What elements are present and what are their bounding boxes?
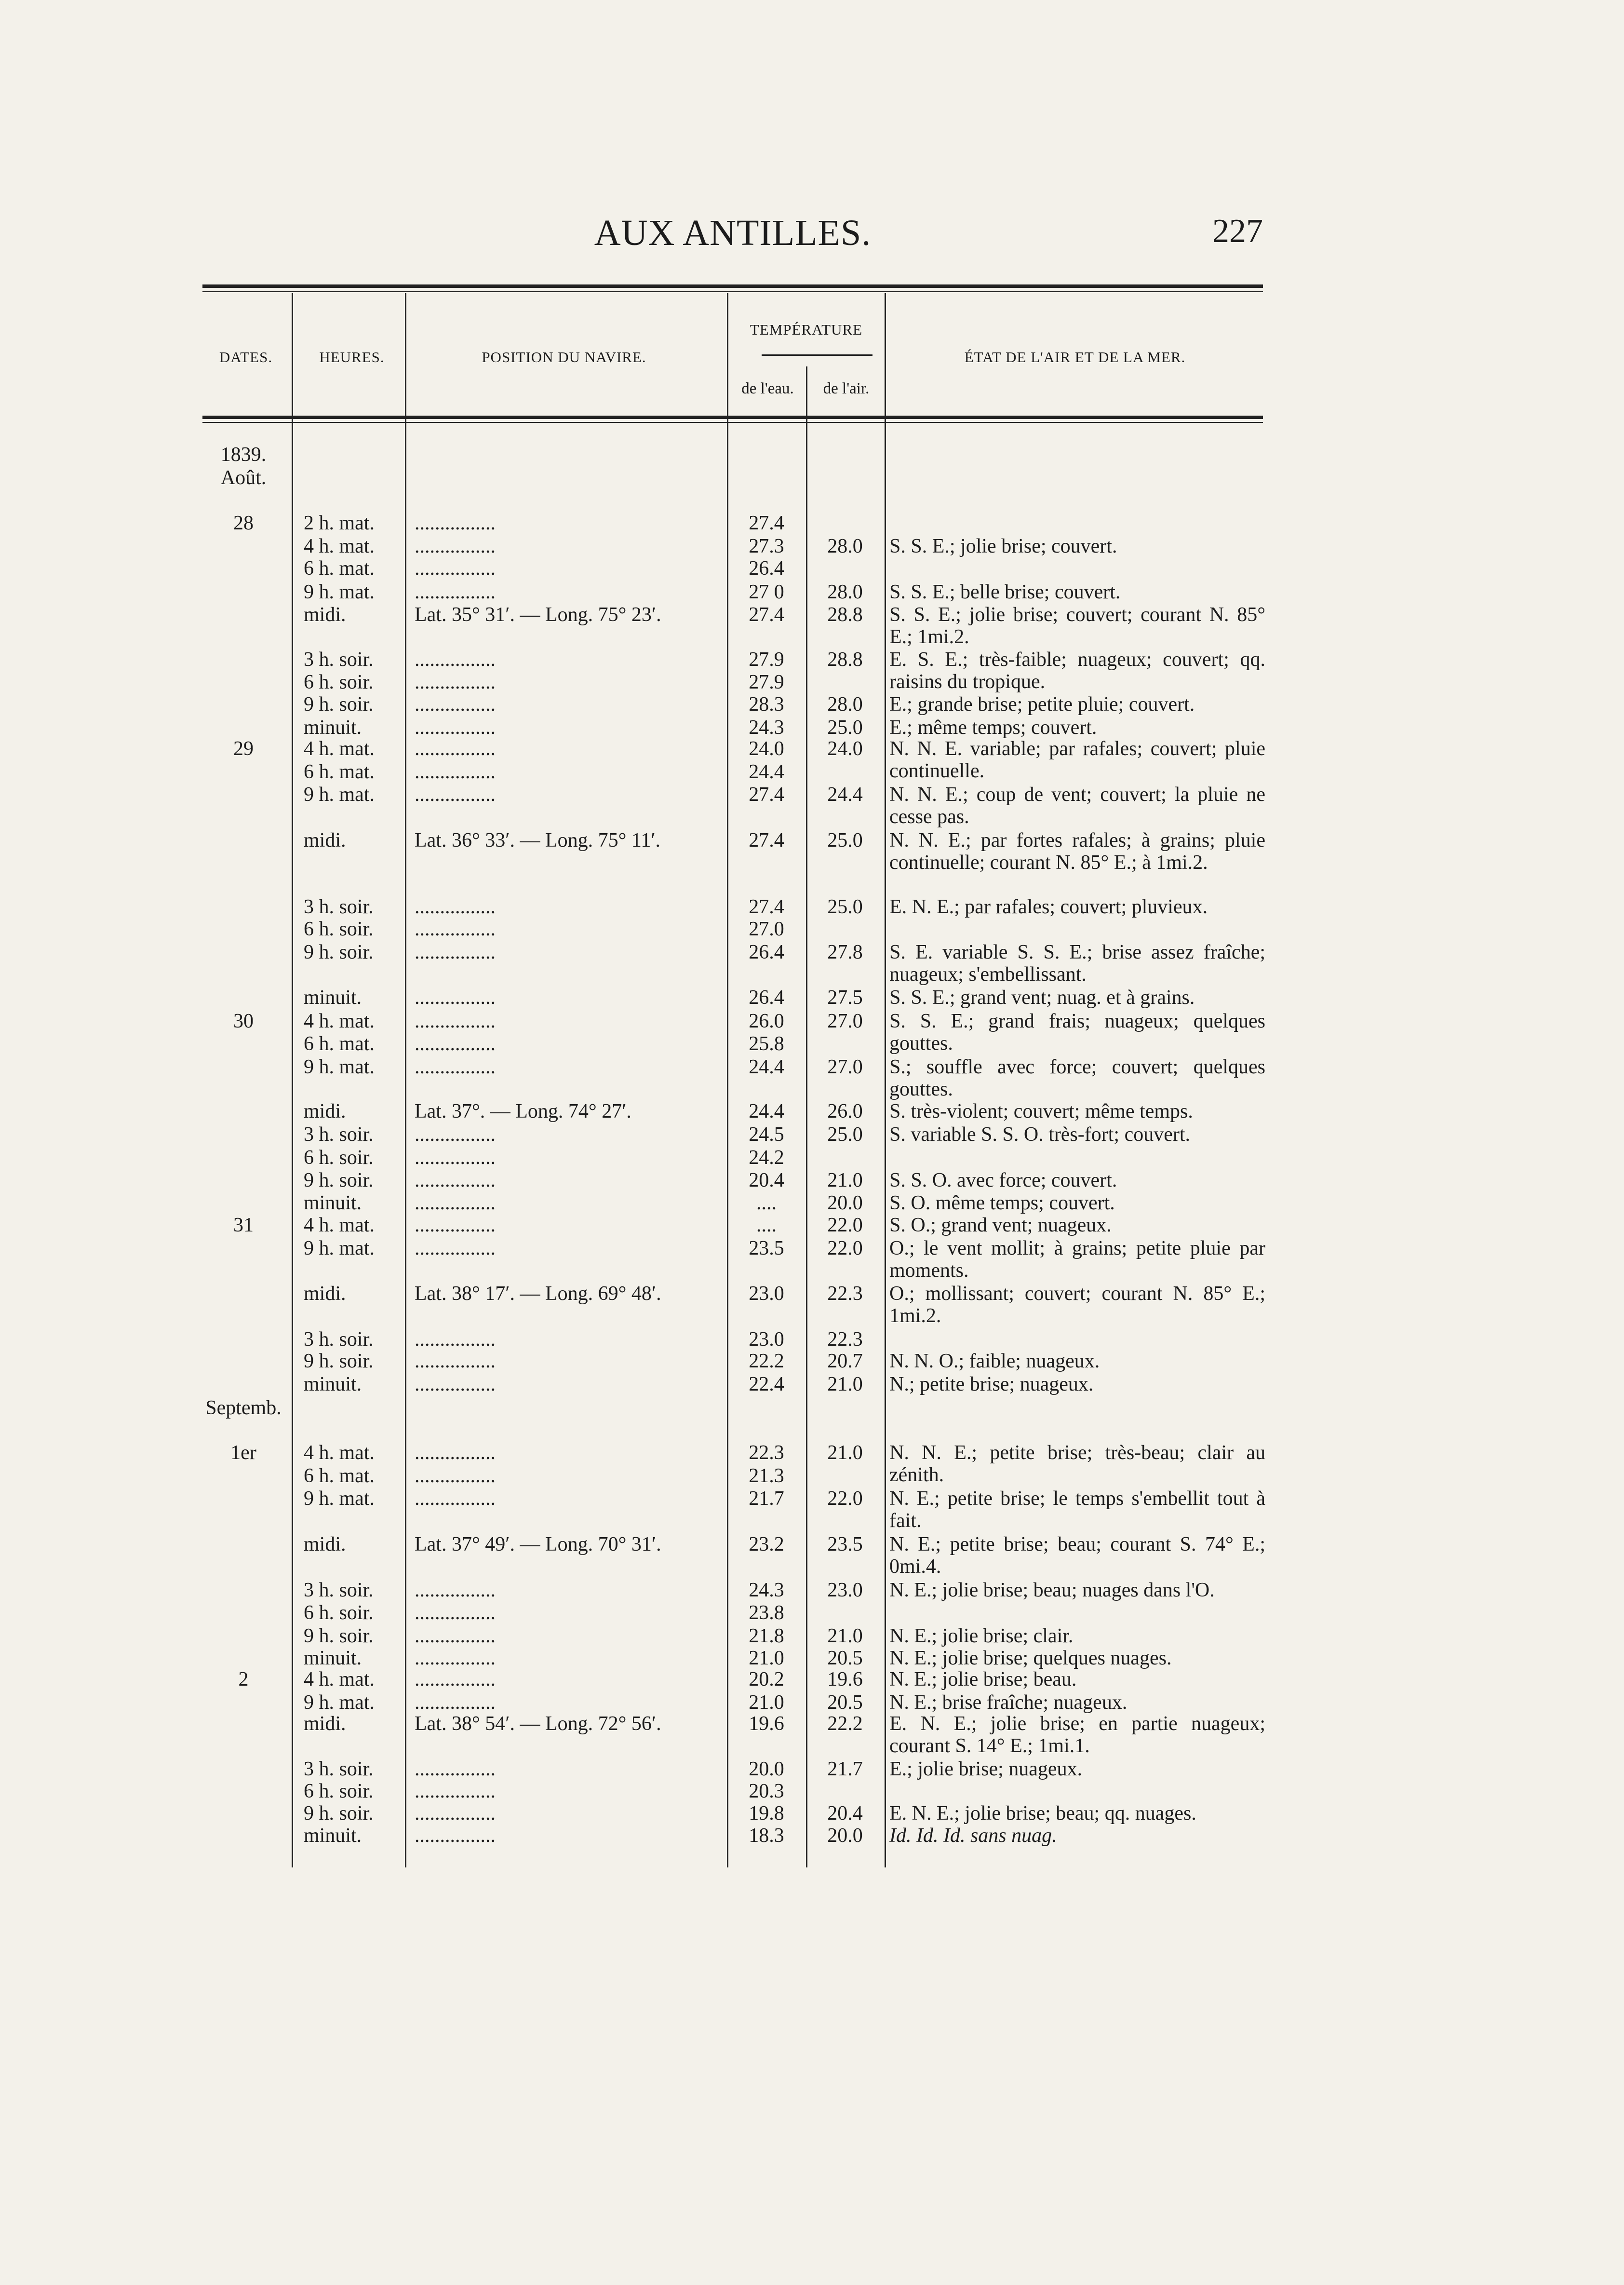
cell-etat: S. E. variable S. S. E.; brise assez fraîche; nuageux; s'embellissant. [889,941,1265,986]
cell-hour: 9 h. mat. [304,1237,375,1259]
cell-pos: Lat. 37° 49′. — Long. 70° 31′. [415,1533,661,1555]
cell-eau: 23.8 [749,1602,784,1624]
cell-pos: ................ [415,761,496,783]
cell-hour: 3 h. soir. [304,896,374,918]
cell-eau: 27.4 [749,784,784,806]
cell-eau: 20.2 [749,1668,784,1690]
cell-hour: 6 h. mat. [304,1465,375,1487]
cell-eau: 21.7 [749,1487,784,1510]
cell-etat: S. S. E.; grand vent; nuag. et à grains. [889,987,1195,1009]
cell-eau: 26.4 [749,941,784,963]
cell-etat: S. O. même temps; couvert. [889,1192,1115,1214]
cell-eau: 27.3 [749,535,784,557]
cell-date: 2 [238,1668,249,1690]
cell-eau: 20.4 [749,1169,784,1191]
cell-hour: minuit. [304,1192,362,1214]
cell-pos: ................ [415,1802,496,1825]
cell-eau: 19.8 [749,1802,784,1825]
cell-etat: N. E.; jolie brise; clair. [889,1625,1074,1647]
cell-air: 22.2 [827,1713,863,1735]
cell-hour: midi. [304,1283,346,1305]
cell-etat: S. S. O. avec force; couvert. [889,1169,1117,1191]
cell-pos: ................ [415,649,496,671]
cell-air: 20.0 [827,1192,863,1214]
cell-pos: ................ [415,535,496,557]
page-header [202,212,1263,265]
cell-pos: ................ [415,717,496,739]
cell-hour: 6 h. soir. [304,671,374,693]
cell-eau: 24.0 [749,738,784,760]
cell-air: 20.7 [827,1350,863,1372]
cell-pos: ................ [415,1350,496,1372]
cell-air: 24.0 [827,738,863,760]
cell-date: 31 [233,1214,254,1236]
cell-etat: S. S. E.; jolie brise; couvert. [889,535,1117,557]
cell-eau: 24.2 [749,1147,784,1169]
cell-eau: 27.9 [749,649,784,671]
cell-date: 29 [233,738,254,760]
cell-air: 19.6 [827,1668,863,1690]
cell-date: 1839. [220,444,267,466]
cell-hour: 9 h. soir. [304,693,374,716]
cell-eau: 19.6 [749,1713,784,1735]
cell-hour: 6 h. soir. [304,1147,374,1169]
header-rule-thin [202,422,1263,423]
cell-hour: 6 h. soir. [304,918,374,940]
cell-pos: ................ [415,1668,496,1690]
cell-pos: ................ [415,941,496,963]
cell-hour: 9 h. mat. [304,1487,375,1510]
cell-air: 20.0 [827,1825,863,1847]
cell-hour: 6 h. mat. [304,557,375,580]
cell-etat: S. S. E.; jolie brise; couvert; courant N. 85° E.; 1mi.2. [889,604,1265,648]
temperature-brace [762,354,872,356]
cell-eau: .... [756,1192,777,1214]
cell-hour: minuit. [304,1373,362,1395]
cell-pos: ................ [415,1758,496,1780]
header-heures: HEURES. [319,349,385,365]
cell-eau: 21.8 [749,1625,784,1647]
cell-eau: 27.4 [749,604,784,626]
cell-hour: 4 h. mat. [304,1668,375,1690]
cell-pos: ................ [415,1237,496,1259]
cell-pos: ................ [415,1214,496,1236]
cell-hour: 4 h. mat. [304,1010,375,1032]
cell-pos: Lat. 37°. — Long. 74° 27′. [415,1100,631,1122]
cell-pos: ................ [415,1169,496,1191]
cell-eau: 27.9 [749,671,784,693]
cell-air: 25.0 [827,1123,863,1146]
cell-pos: ................ [415,1328,496,1351]
cell-etat: N. N. E.; coup de vent; couvert; la pluie ne cesse pas. [889,784,1265,828]
top-rule-thick [202,284,1263,288]
column-divider [405,293,406,1867]
cell-etat: S. S. E.; belle brise; couvert. [889,581,1121,603]
cell-pos: ................ [415,1625,496,1647]
cell-eau: 26.4 [749,987,784,1009]
cell-eau: 21.0 [749,1691,784,1714]
cell-hour: 4 h. mat. [304,535,375,557]
cell-air: 22.3 [827,1283,863,1305]
cell-pos: ................ [415,918,496,940]
cell-eau: 26.0 [749,1010,784,1032]
cell-hour: 4 h. mat. [304,1442,375,1464]
cell-etat: N. E.; jolie brise; quelques nuages. [889,1647,1172,1669]
cell-hour: 9 h. mat. [304,1691,375,1714]
cell-date: 1er [230,1442,256,1464]
cell-air: 21.0 [827,1373,863,1395]
cell-hour: 6 h. mat. [304,761,375,783]
cell-etat: O.; mollissant; couvert; courant N. 85° E.; 1mi.2. [889,1283,1265,1327]
cell-etat: E. S. E.; très-faible; nuageux; couvert; qq. raisins du tropique. [889,649,1265,693]
cell-pos: ................ [415,1123,496,1146]
cell-eau: .... [756,1214,777,1236]
cell-eau: 28.3 [749,693,784,716]
cell-hour: midi. [304,829,346,852]
cell-etat: N. E.; petite brise; beau; courant S. 74° E.; 0mi.4. [889,1533,1265,1578]
cell-air: 22.0 [827,1487,863,1510]
cell-etat: N. E.; brise fraîche; nuageux. [889,1691,1127,1714]
cell-etat: N. E.; petite brise; le temps s'embellit tout à fait. [889,1487,1265,1532]
header-dates: DATES. [219,349,273,365]
cell-air: 27.5 [827,987,863,1009]
cell-pos: ................ [415,1033,496,1055]
cell-air: 20.5 [827,1691,863,1714]
cell-pos: Lat. 35° 31′. — Long. 75° 23′. [415,604,661,626]
cell-pos: ................ [415,1010,496,1032]
cell-hour: 9 h. mat. [304,581,375,603]
cell-hour: midi. [304,604,346,626]
cell-etat: N. N. O.; faible; nuageux. [889,1350,1100,1372]
cell-eau: 23.0 [749,1283,784,1305]
column-divider [885,293,886,1867]
cell-air: 27.0 [827,1056,863,1078]
cell-pos: Lat. 38° 17′. — Long. 69° 48′. [415,1283,661,1305]
cell-etat: N. N. E.; par fortes rafales; à grains; pluie continuelle; courant N. 85° E.; à 1mi.2. [889,829,1265,874]
cell-air: 28.8 [827,649,863,671]
cell-eau: 20.3 [749,1780,784,1802]
cell-pos: ................ [415,896,496,918]
cell-hour: 6 h. soir. [304,1780,374,1802]
cell-hour: 3 h. soir. [304,1758,374,1780]
cell-hour: 3 h. soir. [304,1123,374,1146]
cell-eau: 22.3 [749,1442,784,1464]
cell-air: 21.0 [827,1169,863,1191]
cell-hour: 2 h. mat. [304,512,375,534]
cell-air: 21.7 [827,1758,863,1780]
header-etat: ÉTAT DE L'AIR ET DE LA MER. [964,349,1186,365]
cell-air: 21.0 [827,1442,863,1464]
cell-eau: 27.0 [749,918,784,940]
cell-pos: Lat. 36° 33′. — Long. 75° 11′. [415,829,661,852]
cell-pos: ................ [415,1825,496,1847]
cell-pos: ................ [415,1147,496,1169]
cell-etat: N. E.; jolie brise; beau. [889,1668,1077,1690]
cell-eau: 27.4 [749,512,784,534]
cell-etat: E.; grande brise; petite pluie; couvert. [889,693,1195,716]
cell-pos: ................ [415,512,496,534]
cell-eau: 22.2 [749,1350,784,1372]
page-number: 227 [1212,213,1263,250]
cell-hour: minuit. [304,1647,362,1669]
cell-eau: 21.3 [749,1465,784,1487]
cell-pos: ................ [415,693,496,716]
cell-etat: N. N. E.; petite brise; très-beau; clair au zénith. [889,1442,1265,1486]
cell-etat: O.; le vent mollit; à grains; petite pluie par moments. [889,1237,1265,1282]
cell-eau: 23.5 [749,1237,784,1259]
cell-pos: ................ [415,1487,496,1510]
cell-hour: 9 h. soir. [304,1169,374,1191]
header-position: POSITION DU NAVIRE. [482,349,646,365]
cell-hour: 6 h. soir. [304,1602,374,1624]
cell-eau: 24.4 [749,761,784,783]
cell-pos: ................ [415,1192,496,1214]
cell-pos: ................ [415,1780,496,1802]
cell-air: 20.5 [827,1647,863,1669]
cell-eau: 24.4 [749,1056,784,1078]
cell-date: Septemb. [205,1397,282,1419]
cell-etat: E. N. E.; par rafales; couvert; pluvieux. [889,896,1208,918]
cell-air: 27.0 [827,1010,863,1032]
cell-etat: S. variable S. S. O. très-fort; couvert. [889,1123,1191,1146]
cell-pos: ................ [415,784,496,806]
cell-etat: E. N. E.; jolie brise; en partie nuageux; courant S. 14° E.; 1mi.1. [889,1713,1265,1757]
cell-etat: N. N. E. variable; par rafales; couvert; pluie continuelle. [889,738,1265,782]
cell-air: 28.0 [827,535,863,557]
cell-air: 22.0 [827,1237,863,1259]
cell-etat: E.; même temps; couvert. [889,717,1097,739]
cell-air: 22.0 [827,1214,863,1236]
cell-eau: 23.2 [749,1533,784,1555]
cell-air: 25.0 [827,896,863,918]
cell-pos: ................ [415,557,496,580]
cell-hour: 6 h. mat. [304,1033,375,1055]
cell-air: 26.0 [827,1100,863,1122]
cell-hour: 3 h. soir. [304,1579,374,1601]
cell-pos: ................ [415,1647,496,1669]
cell-etat: S.; souffle avec force; couvert; quelques gouttes. [889,1056,1265,1100]
cell-etat: E. N. E.; jolie brise; beau; qq. nuages. [889,1802,1196,1825]
cell-etat: Id. Id. Id. sans nuag. [889,1825,1057,1847]
cell-air: 28.0 [827,581,863,603]
cell-air: 28.8 [827,604,863,626]
cell-air: 22.3 [827,1328,863,1351]
cell-eau: 27.4 [749,829,784,852]
cell-eau: 22.4 [749,1373,784,1395]
cell-pos: ................ [415,671,496,693]
cell-eau: 26.4 [749,557,784,580]
cell-eau: 20.0 [749,1758,784,1780]
cell-hour: 9 h. soir. [304,941,374,963]
cell-hour: 3 h. soir. [304,1328,374,1351]
top-rule-thin [202,291,1263,292]
cell-etat: S. O.; grand vent; nuageux. [889,1214,1112,1236]
cell-hour: midi. [304,1533,346,1555]
cell-hour: 9 h. soir. [304,1802,374,1825]
cell-air: 27.8 [827,941,863,963]
cell-eau: 24.4 [749,1100,784,1122]
cell-air: 23.0 [827,1579,863,1601]
cell-pos: ................ [415,1465,496,1487]
cell-eau: 23.0 [749,1328,784,1351]
cell-hour: minuit. [304,987,362,1009]
cell-eau: 21.0 [749,1647,784,1669]
cell-eau: 25.8 [749,1033,784,1055]
cell-date: Août. [220,467,267,489]
cell-hour: 9 h. mat. [304,1056,375,1078]
cell-eau: 27 0 [749,581,784,603]
running-title: AUX ANTILLES. [594,213,872,253]
cell-air: 28.0 [827,693,863,716]
cell-date: 30 [233,1010,254,1032]
cell-pos: ................ [415,1602,496,1624]
header-eau: de l'eau. [741,380,794,397]
cell-etat: S. très-violent; couvert; même temps. [889,1100,1193,1122]
cell-etat: S. S. E.; grand frais; nuageux; quelques gouttes. [889,1010,1265,1055]
cell-air: 21.0 [827,1625,863,1647]
cell-pos: ................ [415,987,496,1009]
header-rule-thick [202,416,1263,419]
cell-hour: 4 h. mat. [304,738,375,760]
cell-hour: midi. [304,1713,346,1735]
cell-pos: ................ [415,1579,496,1601]
column-divider [806,366,807,1867]
cell-air: 20.4 [827,1802,863,1825]
cell-hour: 9 h. soir. [304,1350,374,1372]
header-air: de l'air. [823,380,870,397]
header-temperature: TEMPÉRATURE [750,321,863,338]
cell-eau: 18.3 [749,1825,784,1847]
cell-hour: minuit. [304,1825,362,1847]
cell-eau: 27.4 [749,896,784,918]
cell-air: 25.0 [827,829,863,852]
cell-hour: 3 h. soir. [304,649,374,671]
cell-eau: 24.5 [749,1123,784,1146]
cell-air: 25.0 [827,717,863,739]
cell-hour: minuit. [304,717,362,739]
cell-eau: 24.3 [749,717,784,739]
cell-hour: midi. [304,1100,346,1122]
cell-pos: ................ [415,581,496,603]
cell-air: 23.5 [827,1533,863,1555]
cell-air: 24.4 [827,784,863,806]
cell-hour: 9 h. soir. [304,1625,374,1647]
cell-pos: Lat. 38° 54′. — Long. 72° 56′. [415,1713,661,1735]
cell-etat: N. E.; jolie brise; beau; nuages dans l'O. [889,1579,1215,1601]
cell-pos: ................ [415,738,496,760]
cell-date: 28 [233,512,254,534]
cell-etat: E.; jolie brise; nuageux. [889,1758,1083,1780]
cell-eau: 24.3 [749,1579,784,1601]
cell-pos: ................ [415,1373,496,1395]
cell-etat: N.; petite brise; nuageux. [889,1373,1094,1395]
cell-pos: ................ [415,1691,496,1714]
cell-pos: ................ [415,1056,496,1078]
cell-hour: 9 h. mat. [304,784,375,806]
cell-hour: 4 h. mat. [304,1214,375,1236]
cell-pos: ................ [415,1442,496,1464]
